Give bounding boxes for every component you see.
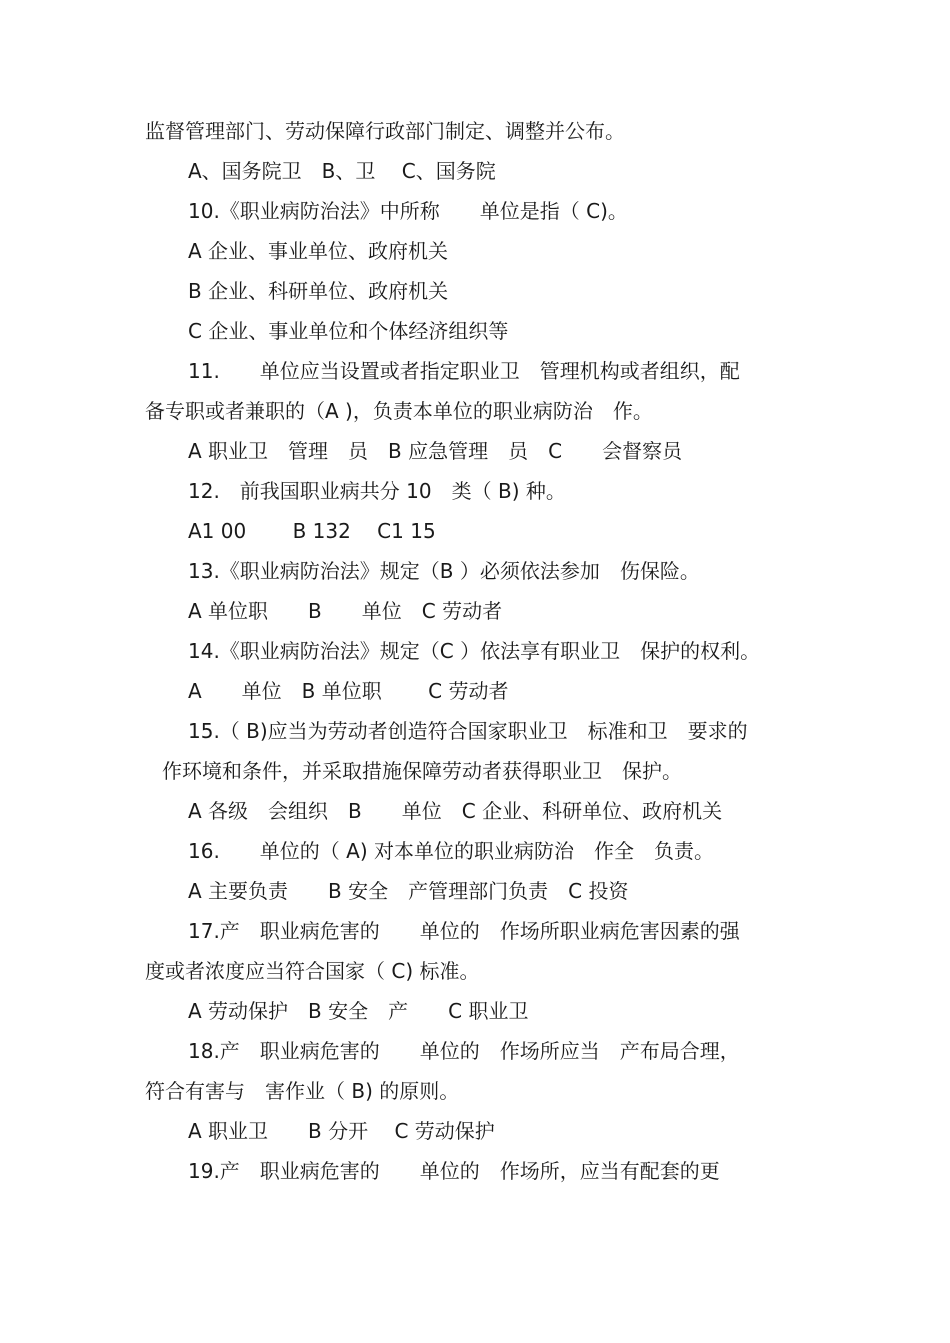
text-line: 19.产 职业病危害的 单位的 作场所，应当有配套的更 [188,1159,720,1183]
text-line: 11. 单位应当设置或者指定职业卫 管理机构或者组织，配 [188,359,740,383]
text-line: 监督管理部门、劳动保障行政部门制定、调整并公布。 [145,119,625,143]
text-line: A 职业卫 管理 员 B 应急管理 员 C 会督察员 [188,439,683,463]
text-line: A 劳动保护 B 安全 产 C 职业卫 [188,999,529,1023]
text-line: A 主要负责 B 安全 产管理部门负责 C 投资 [188,879,629,903]
text-line: 12. 前我国职业病共分 10 类（ B) 种。 [188,479,566,503]
text-line: A 单位职 B 单位 C 劳动者 [188,599,503,623]
text-line: A1 00 B 132 C1 15 [188,519,436,543]
text-line: 作环境和条件，并采取措施保障劳动者获得职业卫 保护。 [162,759,682,783]
text-line: 备专职或者兼职的（A )，负责本单位的职业病防治 作。 [145,399,653,423]
text-line: 17.产 职业病危害的 单位的 作场所职业病危害因素的强 [188,919,740,943]
text-line: A 单位 B 单位职 C 劳动者 [188,679,509,703]
text-line: A、国务院卫 B、卫 C、国务院 [188,159,496,183]
text-line: 度或者浓度应当符合国家（ C) 标准。 [145,959,480,983]
text-line: 符合有害与 害作业（ B) 的原则。 [145,1079,460,1103]
text-line: B 企业、科研单位、政府机关 [188,279,449,303]
text-line: 18.产 职业病危害的 单位的 作场所应当 产布局合理， [188,1039,740,1063]
text-line: 15.（ B)应当为劳动者创造符合国家职业卫 标准和卫 要求的 [188,719,748,743]
text-line: A 企业、事业单位、政府机关 [188,239,449,263]
text-line: A 职业卫 B 分开 C 劳动保护 [188,1119,495,1143]
text-line: A 各级 会组织 B 单位 C 企业、科研单位、政府机关 [188,799,723,823]
text-line: C 企业、事业单位和个体经济组织等 [188,319,509,343]
text-line: 10.《职业病防治法》中所称 单位是指（ C)。 [188,199,628,223]
text-line: 16. 单位的（ A) 对本单位的职业病防治 作全 负责。 [188,839,715,863]
text-line: 13.《职业病防治法》规定（B ）必须依法参加 伤保险。 [188,559,700,583]
text-line: 14.《职业病防治法》规定（C ）依法享有职业卫 保护的权利。 [188,639,761,663]
